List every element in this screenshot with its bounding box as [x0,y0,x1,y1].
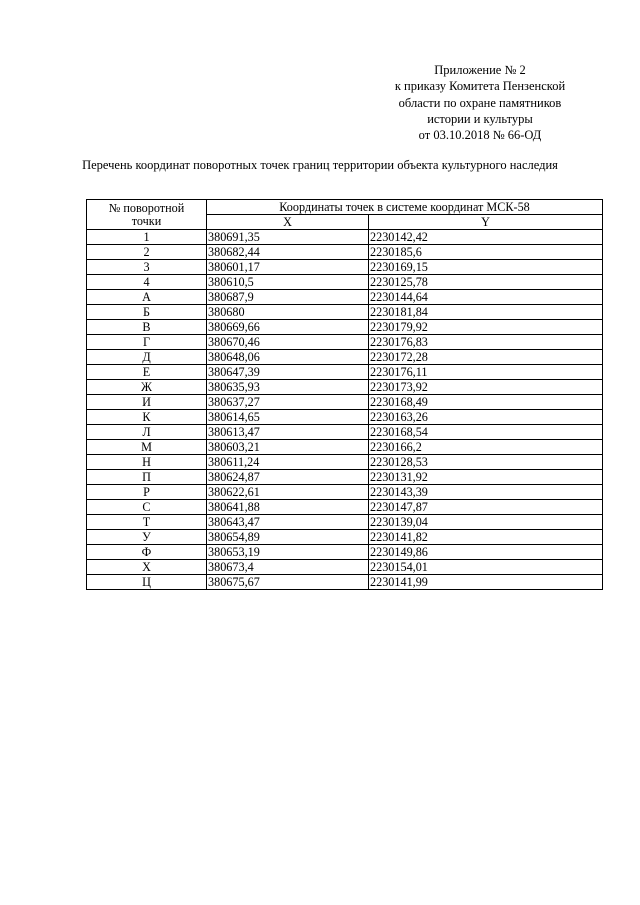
x-cell: 380635,93 [207,380,369,395]
table-row [87,230,603,245]
table-row [87,335,603,350]
x-cell: 380603,21 [207,440,369,455]
y-cell: 2230125,78 [369,275,603,290]
x-cell: 380669,66 [207,320,369,335]
table-body [87,230,603,590]
header-point-number [87,200,207,230]
x-cell: 380610,5 [207,275,369,290]
table-row [87,410,603,425]
table-row [87,485,603,500]
x-cell: 380682,44 [207,245,369,260]
appendix-line: Приложение № 2 [434,63,526,77]
point-cell: М [87,440,207,455]
y-cell: 2230181,84 [369,305,603,320]
point-cell: А [87,290,207,305]
appendix-line: к приказу Комитета Пензенской [394,79,566,94]
table-row [87,305,603,320]
x-cell: 380614,65 [207,410,369,425]
table-row [87,440,603,455]
y-cell: 2230169,15 [369,260,603,275]
y-cell: 2230173,92 [369,380,603,395]
y-cell: 2230139,04 [369,515,603,530]
table-row [87,260,603,275]
header-y: Y [369,215,603,230]
table-row [87,500,603,515]
x-cell: 380680 [207,305,369,320]
point-cell: С [87,500,207,515]
table-row [87,455,603,470]
y-cell: 2230144,64 [369,290,603,305]
header-x: X [207,215,369,230]
y-cell: 2230142,42 [369,230,603,245]
y-cell: 2230185,6 [369,245,603,260]
point-cell: Х [87,560,207,575]
point-cell: И [87,395,207,410]
point-cell: Г [87,335,207,350]
table-row [87,290,603,305]
point-cell: Р [87,485,207,500]
point-cell: Б [87,305,207,320]
table-row [87,530,603,545]
point-cell: Н [87,455,207,470]
y-cell: 2230128,53 [369,455,603,470]
x-cell: 380611,24 [207,455,369,470]
y-cell: 2230147,87 [369,500,603,515]
x-cell: 380624,87 [207,470,369,485]
table-row [87,470,603,485]
point-cell: У [87,530,207,545]
y-cell: 2230168,49 [369,395,603,410]
point-cell: В [87,320,207,335]
x-cell: 380691,35 [207,230,369,245]
x-cell: 380637,27 [207,395,369,410]
table-row [87,275,603,290]
point-cell: К [87,410,207,425]
y-cell: 2230141,99 [369,575,603,590]
x-cell: 380670,46 [207,335,369,350]
point-cell: Е [87,365,207,380]
table-row [87,425,603,440]
point-cell: 3 [87,260,207,275]
point-cell: Ж [87,380,207,395]
table-row [87,350,603,365]
x-cell: 380647,39 [207,365,369,380]
x-cell: 380648,06 [207,350,369,365]
y-cell: 2230176,11 [369,365,603,380]
point-cell: Ф [87,545,207,560]
table-row [87,545,603,560]
y-cell: 2230176,83 [369,335,603,350]
x-cell: 380613,47 [207,425,369,440]
x-cell: 380654,89 [207,530,369,545]
header-point-line2: точки [131,213,162,228]
table-row [87,515,603,530]
table-row [87,380,603,395]
appendix-line: истории и культуры [427,111,533,126]
point-cell: Т [87,515,207,530]
y-cell: 2230141,82 [369,530,603,545]
point-cell: 2 [87,245,207,260]
table-row [87,245,603,260]
table-row [87,320,603,335]
point-cell: 1 [87,230,207,245]
table-row [87,365,603,380]
point-cell: Д [87,350,207,365]
x-cell: 380643,47 [207,515,369,530]
coordinates-table [86,199,603,590]
y-cell: 2230166,2 [369,440,603,455]
appendix-line: от 03.10.2018 № 66-ОД [418,128,542,143]
table-row [87,560,603,575]
appendix-line: области по охране памятников [398,95,562,110]
document-title: Перечень координат поворотных точек границ территории объекта культурного наследия [82,158,558,172]
x-cell: 380675,67 [207,575,369,590]
point-cell: 4 [87,275,207,290]
y-cell: 2230149,86 [369,545,603,560]
x-cell: 380641,88 [207,500,369,515]
table-header [87,200,603,230]
x-cell: 380653,19 [207,545,369,560]
y-cell: 2230168,54 [369,425,603,440]
point-cell: Ц [87,575,207,590]
header-coordinates: Координаты точек в системе координат МСК-58 [207,200,603,215]
point-cell: Л [87,425,207,440]
x-cell: 380673,4 [207,560,369,575]
y-cell: 2230131,92 [369,470,603,485]
table-row [87,575,603,590]
y-cell: 2230143,39 [369,485,603,500]
x-cell: 380601,17 [207,260,369,275]
point-cell: П [87,470,207,485]
appendix-header [360,62,600,143]
y-cell: 2230154,01 [369,560,603,575]
table-row [87,395,603,410]
header-point-line1: № поворотной [108,200,185,215]
y-cell: 2230163,26 [369,410,603,425]
y-cell: 2230172,28 [369,350,603,365]
x-cell: 380622,61 [207,485,369,500]
y-cell: 2230179,92 [369,320,603,335]
x-cell: 380687,9 [207,290,369,305]
